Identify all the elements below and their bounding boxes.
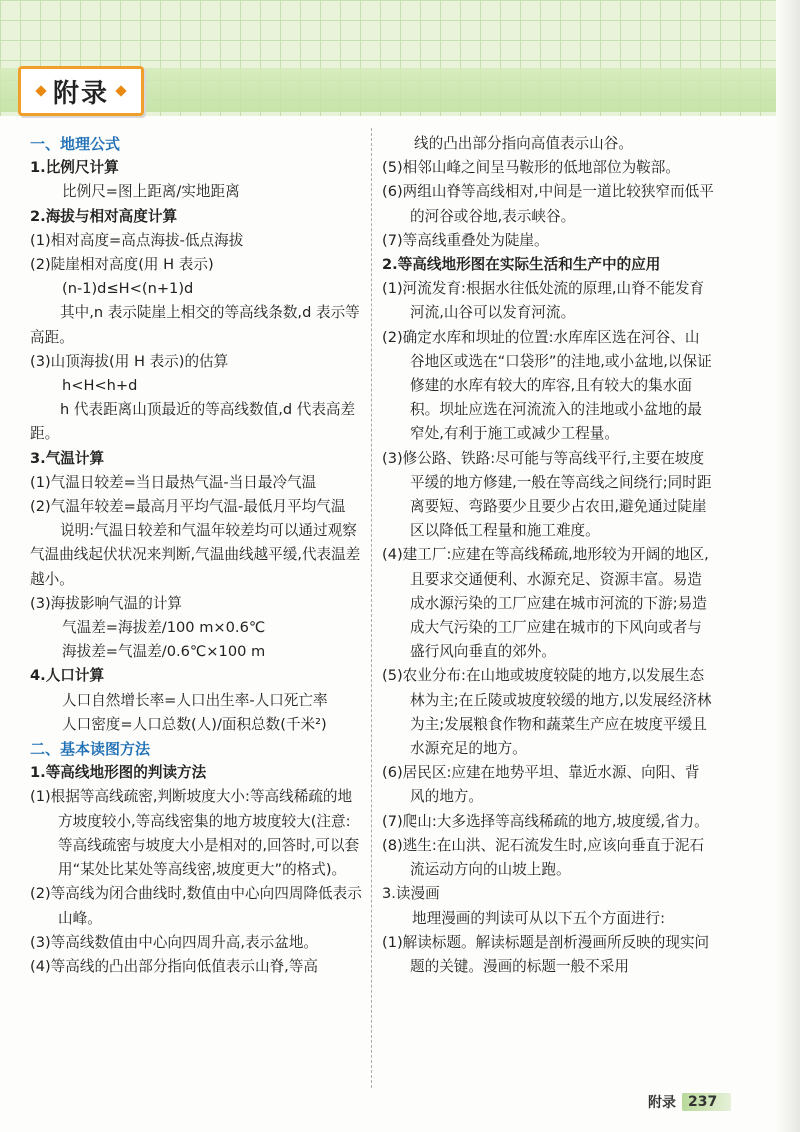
subsection-heading: 2.等高线地形图在实际生活和生产中的应用 — [382, 256, 661, 274]
text-line: (4)等高线的凸出部分指向低值表示山脊,等高 — [30, 957, 319, 975]
text-line: 3.读漫画 — [382, 885, 440, 903]
text-line: (1)河流发育:根据水往低处流的原理,山脊不能发育河流,山谷可以发育河流。 — [382, 280, 705, 322]
page-edge-shadow — [776, 0, 800, 1132]
diamond-icon — [115, 85, 126, 96]
text-line: (6)两组山脊等高线相对,中间是一道比较狭窄而低平的河谷或谷地,表示峡谷。 — [382, 183, 714, 225]
text-line: h 代表距离山顶最近的等高线数值,d 代表高差距。 — [30, 401, 356, 443]
right-column — [382, 132, 714, 979]
subsection-heading: 4.人口计算 — [30, 667, 105, 685]
page-number: 237 — [682, 1093, 731, 1111]
subsection-heading: 2.海拔与相对高度计算 — [30, 207, 178, 225]
text-line: (7)爬山:大多选择等高线稀疏的地方,坡度缓,省力。 — [382, 812, 709, 830]
text-line: (2)气温年较差=最高月平均气温-最低月平均气温 — [30, 498, 346, 516]
text-line: (3)等高线数值由中心向四周升高,表示盆地。 — [30, 933, 319, 951]
text-line: (3)海拔影响气温的计算 — [30, 594, 183, 612]
text-line: (1)气温日较差=当日最热气温-当日最冷气温 — [30, 473, 317, 491]
text-line: 比例尺=图上距离/实地距离 — [62, 183, 240, 201]
text-line: h<H<h+d — [62, 377, 138, 395]
text-line: (2)陡崖相对高度(用 H 表示) — [30, 256, 214, 274]
text-line: (5)农业分布:在山地或坡度较陡的地方,以发展生态林为主;在丘陵或坡度较缓的地方,以发展经济林为主;发展粮食作物和蔬菜生产应在坡度平缓且水源充足的地方。 — [382, 667, 712, 758]
text-line: (1)根据等高线疏密,判断坡度大小:等高线稀疏的地方坡度较小,等高线密集的地方坡度较大(注意:等高线疏密与坡度大小是相对的,回答时,可以套用“某处比某处等高线密,坡度更大”的格式)。 — [30, 788, 360, 879]
text-line: (4)建工厂:应建在等高线稀疏,地形较为开阔的地区,且要求交通便利、水源充足、资源丰富。易造成水源污染的工厂应建在城市河流的下游;易造成大气污染的工厂应建在城市的下风向或者与盛行风向垂直的郊外。 — [382, 546, 709, 661]
text-line: (7)等高线重叠处为陡崖。 — [382, 231, 549, 249]
left-column — [30, 132, 364, 979]
page-footer — [648, 1090, 731, 1114]
subsection-heading: 1.比例尺计算 — [30, 159, 119, 177]
text-line: (3)山顶海拔(用 H 表示)的估算 — [30, 352, 229, 370]
page-header — [0, 0, 800, 116]
text-line: 人口自然增长率=人口出生率-人口死亡率 — [62, 691, 328, 709]
text-line: 其中,n 表示陡崖上相交的等高线条数,d 表示等高距。 — [30, 304, 360, 346]
subsection-heading: 1.等高线地形图的判读方法 — [30, 764, 207, 782]
subsection-heading: 3.气温计算 — [30, 449, 105, 467]
column-divider — [371, 128, 372, 1088]
appendix-title: 附录 — [52, 78, 109, 109]
text-line: 说明:气温日较差和气温年较差均可以通过观察气温曲线起伏状况来判断,气温曲线越平缓,代表温差越小。 — [30, 522, 361, 588]
appendix-title-box — [18, 66, 144, 116]
text-line: 地理漫画的判读可从以下五个方面进行: — [412, 909, 666, 927]
text-line: (8)逃生:在山洪、泥石流发生时,应该向垂直于泥石流运动方向的山坡上跑。 — [382, 836, 705, 879]
text-line: (1)相对高度=高点海拔-低点海拔 — [30, 231, 244, 249]
footer-label: 附录 — [648, 1095, 676, 1111]
text-line: 人口密度=人口总数(人)/面积总数(千米²) — [62, 715, 327, 733]
text-line: (6)居民区:应建在地势平坦、靠近水源、向阳、背风的地方。 — [382, 764, 700, 806]
text-line: 海拔差=气温差/0.6℃×100 m — [62, 643, 266, 661]
text-line: (5)相邻山峰之间呈马鞍形的低地部位为鞍部。 — [382, 159, 680, 177]
text-line: (1)解读标题。解读标题是剖析漫画所反映的现实问题的关键。漫画的标题一般不采用 — [382, 933, 710, 975]
section-heading: 二、基本读图方法 — [30, 740, 151, 759]
text-line: (2)等高线为闭合曲线时,数值由中心向四周降低表示山峰。 — [30, 885, 362, 927]
text-line: (2)确定水库和坝址的位置:水库库区选在河谷、山谷地区或选在“口袋形”的洼地,或小盆地,以保证修建的水库有较大的库容,且有较大的集水面积。坝址应选在河流流入的洼地或小盆地的最窄处,有利于施工或减少工程量。 — [382, 328, 712, 443]
diamond-icon — [35, 85, 46, 96]
text-line: (n-1)d≤H<(n+1)d — [62, 280, 194, 298]
text-line: 线的凸出部分指向高值表示山谷。 — [414, 135, 633, 152]
section-heading: 一、地理公式 — [30, 135, 121, 153]
text-line: (3)修公路、铁路:尽可能与等高线平行,主要在坡度平缓的地方修建,一般在等高线之间绕行;同时距离要短、弯路要少且要少占农田,避免通过陡崖区以降低工程量和施工难度。 — [382, 449, 712, 540]
text-line: 气温差=海拔差/100 m×0.6℃ — [62, 619, 266, 637]
